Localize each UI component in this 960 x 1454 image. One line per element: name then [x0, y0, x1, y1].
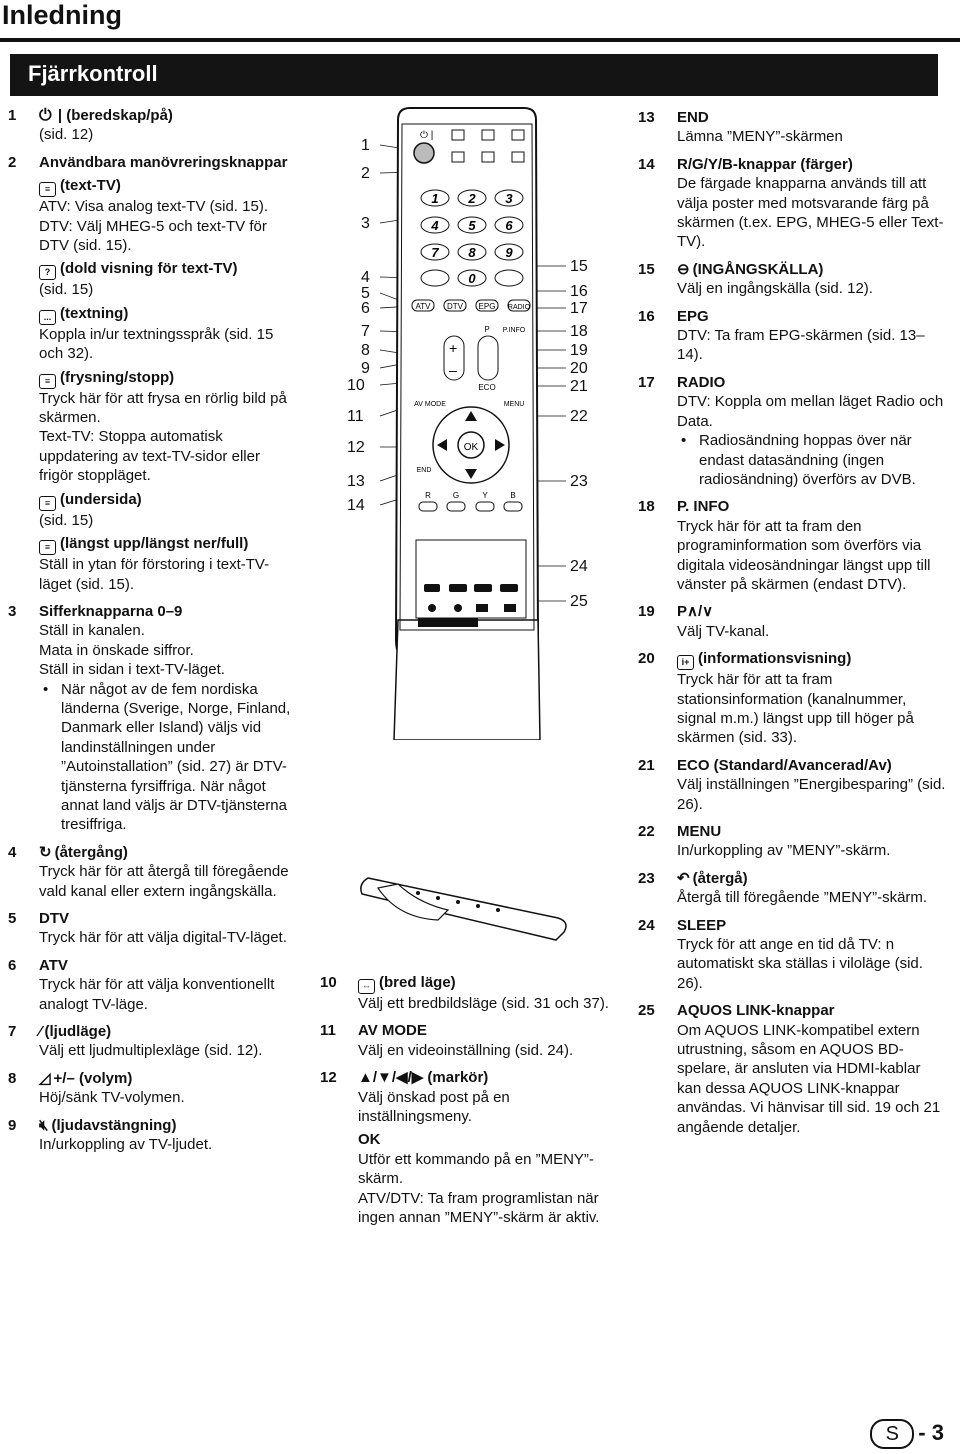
item-heading: (bred läge)	[379, 974, 456, 991]
callout-number: 17	[570, 300, 588, 317]
item-number: 3	[8, 602, 17, 620]
item-heading: (beredskap/på)	[66, 107, 173, 124]
title-rule	[0, 38, 960, 42]
bullet-note: • När något av de fem nordiska länderna (Sverige, Norge, Finland, Danmark eller Island) väljs vid landinställningen under ”Autoinstallation” (sid. 27) är DTV-tjänsterna fyrsiffriga. När något annat land väljs är DTV-tjänsterna tresiffriga.	[39, 680, 298, 835]
middle-column	[320, 973, 620, 1235]
item-description: Ställ in sidan i text-TV-läget.	[39, 661, 225, 679]
item-number: 22	[638, 823, 655, 840]
item-heading: Användbara manövreringsknappar	[39, 153, 288, 171]
list-item	[638, 869, 948, 908]
sub-heading: (undersida)	[60, 490, 142, 508]
digit-1-button: 1	[431, 191, 439, 206]
sub-description: Text-TV: Stoppa automatisk uppdatering av text-TV-sidor eller frigör stoppläget.	[39, 428, 260, 485]
list-item	[8, 602, 298, 835]
list-item	[8, 1022, 298, 1061]
item-number: 10	[320, 974, 337, 991]
list-item	[638, 155, 948, 252]
info-icon: i+	[677, 655, 694, 670]
item-number: 18	[638, 498, 655, 516]
callout-number: 14	[347, 497, 365, 514]
end-button: END	[416, 467, 432, 474]
item-heading: DTV	[39, 910, 69, 927]
blue-button: B	[510, 491, 516, 500]
section-header	[10, 54, 938, 96]
sub-description: (sid. 15)	[39, 281, 94, 299]
callout-number: 21	[570, 378, 588, 395]
callout-number: 1	[361, 137, 370, 154]
eco-button: ECO	[478, 383, 496, 392]
ok-label: OK	[463, 442, 479, 453]
item-description: Välj ett ljudmultiplexläge (sid. 12).	[39, 1042, 263, 1060]
item-number: 5	[8, 910, 17, 927]
item-description: Ställ in kanalen.	[39, 622, 145, 640]
yellow-button: Y	[482, 491, 488, 500]
item-description: Välj önskad post på en inställningsmeny.	[358, 1088, 510, 1126]
list-item	[638, 822, 948, 861]
p-label: P	[484, 325, 490, 334]
item-description: Lämna ”MENY”-skärmen	[677, 128, 843, 146]
language-badge: S	[870, 1419, 914, 1449]
callout-number: 3	[361, 215, 370, 232]
list-item	[8, 153, 298, 594]
callout-number: 18	[570, 323, 588, 340]
page-number-value: 3	[931, 1420, 944, 1445]
green-button: G	[452, 491, 460, 500]
item-description: In/urkoppling av ”MENY”-skärm.	[677, 842, 891, 860]
item-description: Återgå till föregående ”MENY”-skärm.	[677, 889, 928, 907]
list-item	[8, 909, 298, 948]
svg-text:+: +	[449, 340, 458, 356]
item-number: 1	[8, 107, 17, 124]
list-item	[638, 307, 948, 365]
sub-description: ATV/DTV: Ta fram programlistan när ingen annan ”MENY”-skärm är aktiv.	[358, 1189, 600, 1227]
callout-number: 11	[347, 408, 364, 425]
item-number: 24	[638, 916, 655, 934]
item-heading: Sifferknapparna 0–9	[39, 602, 183, 620]
digit-8-button: 8	[468, 245, 476, 260]
callout-number: 25	[570, 593, 588, 610]
subpage-icon: ≡	[39, 496, 56, 511]
power-button	[414, 143, 434, 163]
item-heading: END	[677, 109, 709, 126]
item-number: 21	[638, 756, 655, 774]
item-number: 15	[638, 260, 655, 278]
item-heading: EPG	[677, 307, 709, 325]
item-description: Höj/sänk TV-volymen.	[39, 1089, 185, 1107]
item-description: Tryck här för att återgå till föregående vald kanal eller extern ingångskälla.	[39, 863, 289, 900]
power-icon: ⏻	[39, 107, 52, 124]
item-description: Tryck här för att ta fram stationsinformation (kanalnummer, signal m.m.) längst upp till höger på skärmen (sid. 33).	[677, 671, 914, 747]
item-description: Tryck för att ange en tid då TV: n automatiskt ska ställas i viloläge (sid. 26).	[677, 936, 923, 992]
item-description: Tryck här för att välja konventionellt analogt TV-läge.	[39, 976, 275, 1013]
item-description: Välj TV-kanal.	[677, 622, 770, 640]
sub-heading: (frysning/stopp)	[60, 368, 175, 386]
size-icon: ≡	[39, 540, 56, 555]
dtv-button: DTV	[447, 302, 463, 311]
item-number: 7	[8, 1023, 17, 1041]
sub-description: Ställ in ytan för förstoring i text-TV-läget (sid. 15).	[39, 556, 270, 593]
list-item	[638, 602, 948, 641]
radio-button: RADIO	[507, 304, 531, 311]
sub-description: ATV: Visa analog text-TV (sid. 15). DTV: Välj MHEG-5 och text-TV för DTV (sid. 15).	[39, 198, 268, 255]
item-description: In/urkoppling av TV-ljudet.	[39, 1136, 213, 1154]
right-column	[638, 108, 948, 1145]
callout-number: 4	[361, 269, 370, 286]
item-heading: (INGÅNGSKÄLLA)	[692, 260, 824, 278]
callout-number: 10	[347, 377, 365, 394]
callout-number: 9	[361, 360, 370, 377]
hold-icon: ≡	[39, 374, 56, 389]
digit-3-button: 3	[505, 191, 513, 206]
item-number: 6	[8, 956, 17, 974]
page-separator: -	[918, 1420, 926, 1445]
sub-heading: (textning)	[60, 304, 129, 322]
item-number: 8	[8, 1069, 17, 1087]
return-icon: ↶	[677, 869, 690, 887]
item-number: 20	[638, 650, 655, 668]
item-description: Om AQUOS LINK-kompatibel extern utrustning, såsom en AQUOS BD-spelare, är ansluten via HDMI-kablar kan dessa AQUOS LINK-knappar användas. Vi hänvisar till sid. 19 och 21 angående detaljer.	[677, 1021, 941, 1136]
callout-number: 7	[361, 323, 370, 340]
item-heading: ATV	[39, 956, 68, 974]
list-item	[8, 1116, 298, 1155]
item-heading: MENU	[677, 823, 722, 840]
digit-4-button: 4	[431, 218, 439, 233]
menu-button: MENU	[503, 401, 525, 408]
item-description: DTV: Ta fram EPG-skärmen (sid. 13–14).	[677, 327, 925, 364]
item-number: 17	[638, 373, 655, 391]
list-item	[638, 108, 948, 147]
item-description: De färgade knapparna används till att välja poster med motsvarande färg på skärmen (t.ex. EPG, MHEG-5 eller Text-TV).	[677, 175, 944, 251]
item-heading: +/– (volym)	[53, 1069, 133, 1087]
sub-heading: (dold visning för text-TV)	[60, 260, 238, 278]
item-number: 4	[8, 843, 17, 861]
callout-number: 19	[570, 342, 588, 359]
list-item	[638, 260, 948, 299]
item-number: 2	[8, 153, 17, 171]
item-number: 12	[320, 1069, 337, 1087]
item-number: 16	[638, 307, 655, 325]
item-description: Mata in önskade siffror.	[39, 641, 194, 659]
item-description: Välj inställningen ”Energibesparing” (sid. 26).	[677, 776, 946, 813]
page-title: Inledning	[2, 0, 122, 30]
sub-description: Utför ett kommando på en ”MENY”-skärm.	[358, 1150, 594, 1188]
item-description: (sid. 12)	[39, 126, 94, 144]
item-heading: P. INFO	[677, 498, 730, 516]
item-number: 9	[8, 1116, 17, 1134]
page-number	[870, 1419, 944, 1449]
item-description: Tryck här för att ta fram den programinformation som överförs via digitala videosändningar längst upp till vänster på skärmen (endast DTV).	[677, 517, 931, 593]
item-number: 11	[320, 1022, 336, 1040]
callout-number: 8	[361, 342, 370, 359]
list-item: 1 ⏻ | (beredskap/på) (sid. 12)	[8, 106, 298, 145]
sound-mode-icon: ⁄	[39, 1023, 42, 1041]
callout-number: 23	[570, 473, 588, 490]
list-item	[638, 373, 948, 489]
item-heading: R/G/Y/B-knappar (färger)	[677, 155, 853, 173]
remote-control-illustration	[340, 100, 620, 740]
list-item	[8, 843, 298, 901]
mute-icon: 🔇︎	[39, 1116, 49, 1134]
svg-text:⏻ |: ⏻ |	[420, 130, 434, 141]
digit-0-button: 0	[468, 271, 476, 286]
channel-rocker	[478, 336, 498, 380]
wide-mode-icon: ⇔	[358, 979, 375, 994]
item-description: Välj en ingångskälla (sid. 12).	[677, 280, 873, 298]
callout-number: 22	[570, 408, 588, 425]
teletext-icon: ≡	[39, 182, 56, 197]
sub-heading: OK	[358, 1131, 381, 1149]
item-number: 25	[638, 1002, 655, 1020]
list-item	[320, 1021, 620, 1060]
item-number: 23	[638, 869, 655, 887]
sub-description: Koppla in/ur textningsspråk (sid. 15 och 32).	[39, 325, 274, 363]
list-item	[8, 1069, 298, 1108]
epg-button: EPG	[478, 302, 496, 311]
item-description: DTV: Koppla om mellan läget Radio och Data.	[677, 393, 944, 430]
item-heading: ECO (Standard/Avancerad/Av)	[677, 756, 892, 774]
list-item	[638, 497, 948, 594]
item-heading: (informationsvisning)	[698, 650, 852, 668]
digit-5-button: 5	[468, 218, 476, 233]
item-heading: (ljudavstängning)	[51, 1116, 177, 1134]
item-heading: AQUOS LINK-knappar	[677, 1002, 835, 1020]
item-heading: (återgå)	[692, 869, 748, 887]
flashback-icon: ↻	[39, 843, 52, 861]
input-source-icon: ⊖	[677, 260, 690, 278]
callout-number: 12	[347, 439, 365, 456]
callout-number: 5	[361, 285, 370, 302]
red-button: R	[425, 491, 431, 500]
sub-description: Tryck här för att frysa en rörlig bild på skärmen.	[39, 389, 287, 427]
item-number: 19	[638, 603, 655, 621]
section-title: Fjärrkontroll	[28, 61, 158, 86]
reveal-icon: ?	[39, 265, 56, 280]
callout-number: 20	[570, 360, 588, 377]
list-item	[8, 956, 298, 1014]
list-item	[320, 973, 620, 1013]
item-heading: AV MODE	[358, 1022, 427, 1040]
avmode-button: AV MODE	[414, 401, 446, 408]
item-description: Tryck här för att välja digital-TV-läget.	[39, 929, 287, 947]
list-item	[638, 916, 948, 994]
svg-text:–: –	[449, 362, 457, 378]
list-item	[638, 756, 948, 814]
callout-number: 15	[570, 258, 588, 275]
digit-7-button: 7	[431, 245, 439, 260]
digit-9-button: 9	[505, 245, 513, 260]
item-heading: RADIO	[677, 373, 726, 391]
volume-icon: ◿	[39, 1069, 51, 1087]
item-heading: (ljudläge)	[44, 1023, 112, 1041]
left-column	[8, 106, 298, 1162]
sub-heading: (text-TV)	[60, 177, 121, 195]
callout-number: 24	[570, 558, 588, 575]
item-number: 13	[638, 109, 655, 126]
item-heading: (återgång)	[54, 843, 128, 861]
list-item	[638, 649, 948, 748]
list-item	[320, 1068, 620, 1227]
bullet-note: • Radiosändning hoppas över när endast datasändning (ingen radiosändning) överförs av DVB.	[677, 431, 948, 489]
item-heading: P∧/∨	[677, 603, 714, 621]
item-heading: SLEEP	[677, 916, 727, 934]
callout-number: 16	[570, 283, 588, 300]
callout-number: 6	[361, 300, 370, 317]
list-item	[638, 1001, 948, 1137]
digit-6-button: 6	[505, 218, 513, 233]
pinfo-button: P.INFO	[502, 327, 526, 334]
item-heading: ▲/▼/◀/▶ (markör)	[358, 1069, 489, 1087]
item-description: Välj en videoinställning (sid. 24).	[358, 1041, 574, 1059]
item-number: 14	[638, 155, 655, 173]
sub-heading: (längst upp/längst ner/full)	[60, 535, 249, 553]
sub-description: (sid. 15)	[39, 511, 94, 529]
remote-in-hand-illustration	[358, 848, 578, 948]
callout-number: 2	[361, 165, 370, 182]
atv-button: ATV	[415, 302, 431, 311]
callout-number: 13	[347, 473, 365, 490]
item-description: Välj ett bredbildsläge (sid. 31 och 37).	[358, 995, 609, 1012]
digit-2-button: 2	[468, 191, 476, 206]
subtitle-icon: ...	[39, 310, 56, 325]
